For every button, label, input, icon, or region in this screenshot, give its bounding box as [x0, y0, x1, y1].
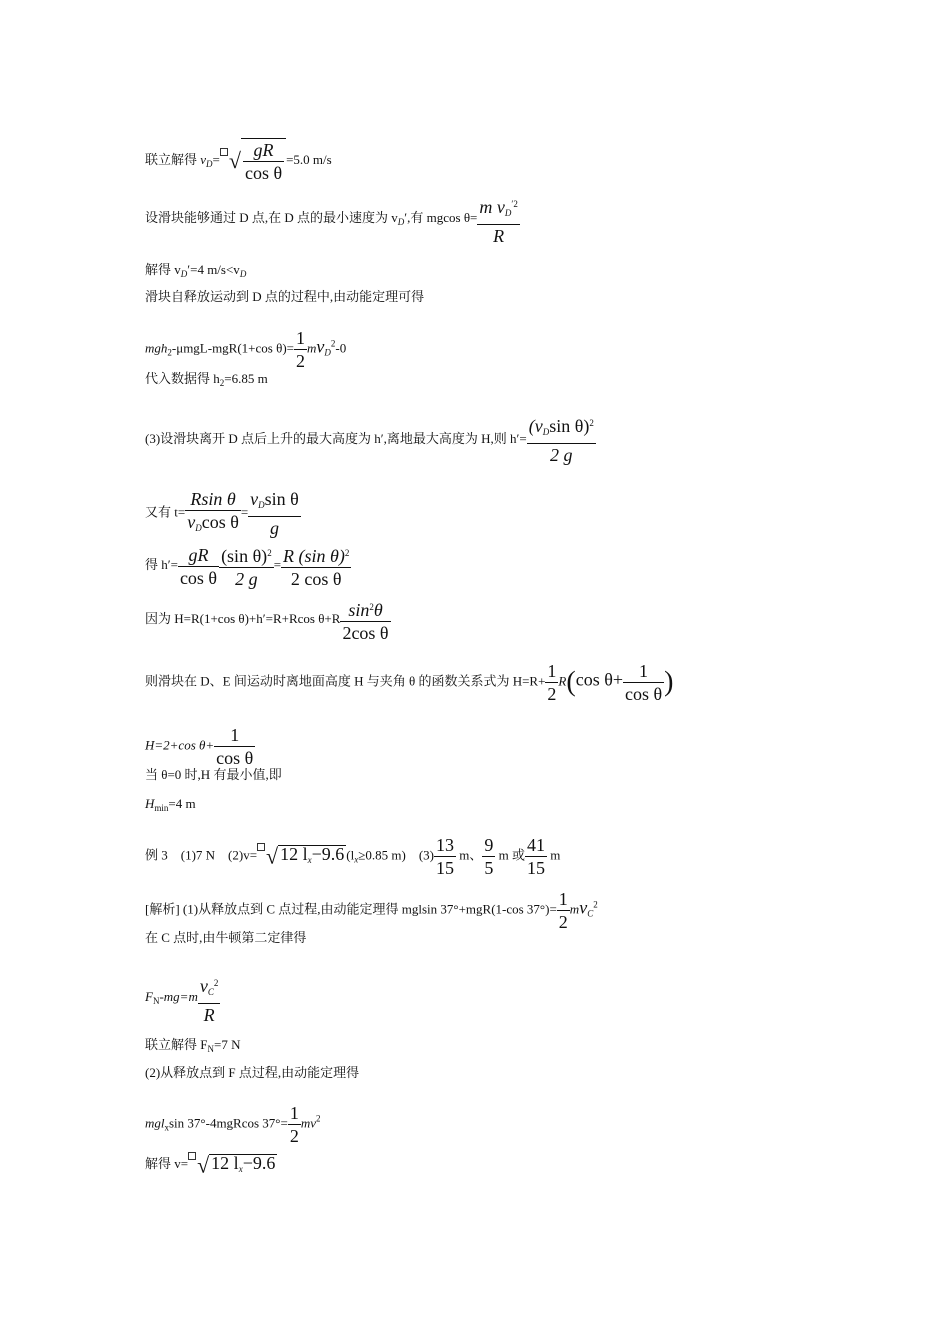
text: mv [300, 1115, 317, 1131]
text: H=2+cos θ+ [145, 737, 215, 753]
numerator: 13 [435, 835, 454, 855]
fraction [545, 660, 558, 705]
denominator: g [269, 518, 279, 538]
numerator: (v [528, 416, 543, 436]
text: cos θ+ [575, 669, 623, 690]
fraction [243, 139, 284, 184]
sup: 2 [316, 1113, 321, 1124]
denominator: cos θ [244, 163, 283, 183]
text: (3)设滑块离开 D 点后上升的最大高度为 h′,离地最大高度为 H,则 h′= [145, 431, 527, 446]
denominator: 2 g [235, 569, 258, 589]
text: (l [346, 847, 355, 863]
sub: x [164, 1122, 169, 1133]
sub: D [206, 158, 213, 169]
numerator: 1 [558, 889, 568, 909]
denominator: R [203, 1005, 215, 1025]
sqrt: √ 12 $l_x-9.6$ [266, 843, 345, 869]
eq-line-21 [145, 1102, 321, 1147]
denominator: 2cos θ [342, 623, 389, 643]
eq-line-11 [145, 660, 673, 705]
numerator: R (sin θ) [283, 546, 345, 566]
denominator: 2 g [550, 445, 573, 465]
numerator: 1 [623, 660, 664, 683]
eq: = [240, 504, 249, 520]
sub: 2 [219, 378, 225, 388]
text: θ [373, 600, 383, 620]
fraction [340, 596, 390, 644]
text: F [145, 989, 153, 1004]
text: 当 θ=0 时,H 有最小值,即 [145, 767, 282, 782]
denominator: 15 [526, 858, 545, 878]
eq-line-8 [145, 488, 301, 539]
sub: D [258, 500, 265, 510]
text: m、 [455, 847, 483, 863]
sup: ′2 [511, 199, 518, 209]
var: v [316, 336, 325, 357]
text: cos θ [201, 512, 239, 532]
sub: min [154, 803, 169, 813]
eq-line-12 [145, 724, 255, 769]
text: 联立解得 F [145, 1037, 208, 1052]
text: -μmgL-mgR(1+cos θ)= [171, 340, 294, 356]
eq-line-19 [145, 1037, 240, 1057]
text: (2)从释放点到 F 点过程,由动能定理得 [145, 1065, 360, 1080]
var: v [579, 897, 588, 918]
numerator: v [199, 976, 208, 996]
var: R [558, 673, 567, 689]
sup: 2 [369, 602, 374, 612]
text: 12 l [211, 1152, 239, 1173]
text: 滑块自释放运动到 D 点的过程中,由动能定理可得 [145, 289, 425, 304]
numerator: 1 [289, 1103, 299, 1123]
sub: C [587, 908, 594, 919]
eq-line-22 [145, 1152, 277, 1177]
fraction [178, 544, 219, 589]
text: sin θ [264, 489, 299, 509]
numerator: gR [188, 544, 209, 565]
text: =7 N [213, 1037, 241, 1052]
fraction [198, 972, 221, 1026]
numerator: sin [348, 600, 370, 620]
eq-line-13 [145, 767, 282, 783]
eq-line-16 [145, 888, 598, 933]
sub: D [504, 208, 512, 218]
eq-line-2 [145, 193, 520, 247]
sqrt: √ 12 $l_x-9.6$ [197, 1152, 276, 1178]
fraction [482, 834, 495, 879]
text: ′=4 m/s<v [187, 262, 240, 277]
numerator: 1 [295, 328, 305, 348]
text: −9.6 [311, 844, 345, 864]
fraction [219, 542, 274, 590]
numerator: 1 [214, 724, 255, 747]
numerator: gR [253, 140, 274, 160]
denominator: cos θ [624, 684, 663, 704]
numerator: 1 [547, 661, 557, 681]
eq-line-17 [145, 930, 306, 946]
result: =5.0 m/s [286, 151, 332, 167]
eq-line-6 [145, 371, 268, 391]
denominator: 2 [547, 684, 557, 704]
sqrt: √ $\frac{gR}{\text{cos θ}}$ [229, 138, 286, 184]
left-paren: ( [566, 666, 576, 698]
sup: 2 [330, 338, 336, 349]
text: m [569, 901, 580, 917]
denominator: R [493, 226, 505, 246]
sub: N [207, 1044, 214, 1054]
eq: = [212, 151, 220, 167]
text: −9.6 [242, 1152, 276, 1173]
eq-line-7 [145, 412, 596, 466]
text: 在 C 点时,由牛顿第二定律得 [145, 930, 307, 945]
text: 因为 H=R(1+cos θ)+h′=R+Rcos θ+R [145, 610, 341, 626]
text: 设滑块能够通过 D 点,在 D 点的最小速度为 v [145, 210, 398, 225]
eq-line-10 [145, 596, 391, 644]
text: =4 m [168, 796, 196, 811]
numerator: 9 [484, 835, 494, 855]
text: 解得 v= [145, 1156, 189, 1171]
text: =6.85 m [224, 371, 268, 386]
right-paren: ) [664, 666, 674, 698]
text: 代入数据得 h [145, 371, 220, 386]
fraction [434, 834, 456, 879]
sub: D [239, 269, 247, 279]
denominator: 15 [435, 858, 454, 878]
placeholder-box-icon [220, 148, 228, 156]
placeholder-box-icon [257, 843, 265, 851]
fraction [214, 724, 255, 769]
text: [解析] (1)从释放点到 C 点过程,由动能定理得 mglsin 37°+mgR(1-cos 37°)= [145, 901, 557, 917]
denominator: cos θ [179, 567, 218, 588]
eq: = [273, 556, 282, 572]
text: 例 3 (1)7 N (2)v= [145, 847, 258, 863]
eq-line-3 [145, 262, 246, 282]
fraction [185, 488, 241, 539]
placeholder-box-icon [188, 1152, 196, 1160]
var: H [145, 796, 155, 811]
eq-line-4 [145, 289, 424, 305]
text: -0 [335, 340, 347, 356]
numerator: v [250, 489, 259, 509]
sup: 2 [593, 899, 598, 910]
text: -mg=m [159, 989, 198, 1004]
fraction [281, 542, 351, 590]
sup: 2 [344, 548, 350, 558]
denominator: 5 [484, 858, 494, 878]
text: m [546, 847, 561, 863]
denominator: v [187, 512, 196, 532]
fraction [557, 888, 570, 933]
text: 解得 v [145, 262, 181, 277]
eq-line-9 [145, 542, 351, 590]
eq-line-15 [145, 834, 560, 879]
eq-line-20 [145, 1065, 359, 1081]
text: ′,有 mgcos θ= [404, 210, 478, 225]
fraction [248, 488, 301, 539]
text: 联立解得 [145, 151, 201, 167]
text: ≥0.85 m) (3) [358, 847, 434, 863]
sub: C [207, 987, 214, 997]
sub: D [542, 427, 550, 437]
sub: N [152, 996, 160, 1006]
sub: D [324, 347, 331, 358]
fraction [525, 834, 547, 879]
text: mgh [145, 340, 168, 356]
text: 12 l [280, 844, 308, 864]
text: m [306, 340, 317, 356]
sup: 2 [589, 418, 594, 428]
fraction [477, 193, 519, 247]
numerator: m v [479, 197, 505, 217]
eq-line-5 [145, 327, 346, 372]
numerator: 41 [526, 835, 545, 855]
sub: x [307, 855, 312, 865]
text: sin θ) [549, 416, 590, 436]
numerator: Rsin θ [190, 489, 236, 509]
text: 又有 t= [145, 504, 186, 520]
fraction [527, 412, 596, 466]
sup: 2 [213, 978, 219, 988]
fraction [623, 660, 664, 705]
eq-line-14 [145, 796, 196, 816]
numerator: (sin θ) [221, 546, 268, 566]
denominator: 2 [558, 912, 568, 932]
text: 得 h′= [145, 556, 178, 572]
sub: D [397, 217, 405, 227]
eq-line-1 [145, 138, 332, 184]
denominator: 2 cos θ [290, 569, 342, 589]
fraction [288, 1102, 301, 1147]
denominator: 2 [295, 351, 305, 371]
sub: D [180, 269, 188, 279]
text: mgl [145, 1115, 165, 1131]
text: 则滑块在 D、E 间运动时离地面高度 H 与夹角 θ 的函数关系式为 H=R+ [145, 673, 546, 689]
fraction [294, 327, 307, 372]
eq-line-18 [145, 972, 220, 1026]
sub: D [195, 523, 202, 533]
denominator: 2 [289, 1126, 299, 1146]
sub: x [354, 854, 359, 865]
text: m 或 [495, 847, 525, 863]
sub: x [238, 1163, 243, 1174]
var: v [200, 151, 207, 167]
text: sin 37°-4mgRcos 37°= [169, 1115, 288, 1131]
sub: 2 [167, 347, 172, 358]
denominator: cos θ [216, 748, 254, 768]
sup: 2 [267, 548, 272, 558]
